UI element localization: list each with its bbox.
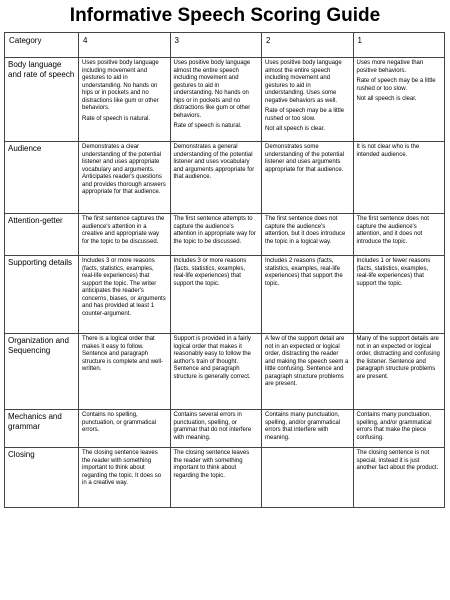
criterion-text: Uses positive body language almost the entire speech including movement and gestures to aid in understanding. No hands on hips or in pockets and no distractions like gum or other behaviors. <box>173 60 251 119</box>
score-2-cell <box>262 58 354 142</box>
score-1-cell <box>353 58 445 142</box>
score-3-cell <box>170 334 262 410</box>
score-3-cell <box>170 256 262 334</box>
score-3-cell <box>170 410 262 448</box>
criterion-text: The closing sentence is not special, instead it is just another fact about the product. <box>356 450 439 471</box>
rubric-row <box>5 448 445 508</box>
score-2-cell <box>262 448 354 508</box>
criterion-text: Includes 1 or fewer reasons (facts, statistics, examples, real-life experiences) that support the topic. <box>356 258 431 287</box>
criterion-text: Demonstrates a general understanding of the potential listener and uses vocabulary and arguments appropriate for that audience. <box>173 144 255 180</box>
header-row <box>5 33 445 58</box>
header-score-2: 2 <box>262 33 354 58</box>
criterion-text: Many of the support details are not in an expected or logical order, distracting and confusing the listener. Sentence and paragraph structure problems are present. <box>356 336 440 380</box>
score-2-cell <box>262 334 354 410</box>
criterion-text: Support is provided in a fairly logical order that makes it reasonably easy to follow the author's train of thought. Sentence and paragraph structure is generally correct. <box>173 336 251 380</box>
header-category: Category <box>5 33 79 58</box>
score-1-cell <box>353 410 445 448</box>
criterion-text: The first sentence does not capture the audience's attention, and it does not introduce the topic. <box>356 216 429 245</box>
criterion-text: The first sentence captures the audience's attention in a creative and appropriate way for the topic to be discussed. <box>82 216 165 245</box>
category-label: Mechanics and grammar <box>5 410 79 448</box>
rubric-body <box>5 58 445 508</box>
score-3-cell <box>170 448 262 508</box>
score-4-cell <box>79 142 171 214</box>
rubric-row <box>5 58 445 142</box>
score-3-cell <box>170 58 262 142</box>
score-2-cell <box>262 142 354 214</box>
category-label: Organization and Sequencing <box>5 334 79 410</box>
score-3-cell <box>170 142 262 214</box>
criterion-text: Contains many punctuation, spelling, and/or grammatical errors that make the piece confusing. <box>356 412 432 441</box>
criterion-text: Uses more negative than positive behaviors. <box>356 60 424 74</box>
score-2-cell <box>262 214 354 256</box>
header-score-3: 3 <box>170 33 262 58</box>
criterion-text: Rate of speech is natural. <box>173 123 242 129</box>
criterion-text: Uses positive body language almost the entire speech including movement and gestures to aid in understanding. Uses some negative behaviors as well. <box>265 60 342 104</box>
criterion-text: Demonstrates some understanding of the potential listener and uses arguments appropriate for that audience. <box>265 144 345 173</box>
criterion-text: Rate of speech may be a little rushed or too slow. <box>356 78 436 92</box>
criterion-text: The first sentence attempts to capture the audience's attention in appropriate way for the topic to be discussed. <box>173 216 256 245</box>
rubric-row <box>5 256 445 334</box>
rubric-row <box>5 334 445 410</box>
score-4-cell <box>79 334 171 410</box>
score-1-cell <box>353 448 445 508</box>
rubric-table <box>4 32 445 508</box>
header-score-1: 1 <box>353 33 445 58</box>
category-label: Supporting details <box>5 256 79 334</box>
score-1-cell <box>353 142 445 214</box>
criterion-text: The closing sentence leaves the reader with something important to think about regarding the topic. It does so in a creative way. <box>82 450 162 486</box>
score-2-cell <box>262 256 354 334</box>
score-4-cell <box>79 410 171 448</box>
score-4-cell <box>79 214 171 256</box>
score-1-cell <box>353 256 445 334</box>
category-label: Closing <box>5 448 79 508</box>
criterion-text: It is not clear who is the intended audience. <box>356 144 420 158</box>
criterion-text: Includes 2 reasons (facts, statistics, examples, real-life experiences) that support the topic. <box>265 258 343 287</box>
rubric-row <box>5 142 445 214</box>
score-2-cell <box>262 410 354 448</box>
criterion-text: A few of the support detail are not in an expected or logical order, distracting the reader and making the speech seem a little confusing. Sentence and paragraph structure problems are present. <box>265 336 349 387</box>
rubric-row <box>5 410 445 448</box>
category-label: Audience <box>5 142 79 214</box>
score-3-cell <box>170 214 262 256</box>
criterion-text: Rate of speech may be a little rushed or too slow. <box>265 108 345 122</box>
criterion-text: The closing sentence leaves the reader with something important to think about regarding the topic. <box>173 450 250 479</box>
score-1-cell <box>353 214 445 256</box>
criterion-text: Includes 3 or more reasons (facts, statistics, examples, real-life experiences) that support the topic. <box>173 258 247 287</box>
header-score-4: 4 <box>79 33 171 58</box>
criterion-text: Contains no spelling, punctuation, or grammatical errors. <box>82 412 157 433</box>
criterion-text: The first sentence does not capture the audience's attention, but it does introduce the topic in a logical way. <box>265 216 346 245</box>
criterion-text: Not all speech is clear. <box>356 96 417 102</box>
criterion-text: Not all speech is clear. <box>265 126 326 132</box>
score-1-cell <box>353 334 445 410</box>
category-label: Attention-getter <box>5 214 79 256</box>
criterion-text: Rate of speech is natural. <box>82 115 151 122</box>
score-4-cell <box>79 256 171 334</box>
rubric-row <box>5 214 445 256</box>
criterion-text: Demonstrates a clear understanding of the potential listener and uses appropriate vocabulary and arguments. Anticipates reader's questions and provides thorough answers appropriate for that audience. <box>82 144 166 195</box>
category-label: Body language and rate of speech <box>5 58 79 142</box>
criterion-text: Uses positive body language including movement and gestures to aid in understanding. No hands on hips or in pockets and no distractions like gum or other behaviors. <box>82 60 159 111</box>
score-4-cell <box>79 448 171 508</box>
criterion-text: Contains many punctuation, spelling, and/or grammatical errors that interfere with meaning. <box>265 412 341 441</box>
criterion-text: Includes 3 or more reasons (facts, statistics, examples, real-life experiences) that support the topic. The writer anticipates the reader's concerns, biases, or arguments and has provided at least 1 counter-argument. <box>82 258 166 317</box>
score-4-cell <box>79 58 171 142</box>
page-title: Informative Speech Scoring Guide <box>69 5 381 26</box>
criterion-text: Contains several errors in punctuation, spelling, or grammar that do not interfere with meaning. <box>173 412 252 441</box>
criterion-text: There is a logical order that makes it easy to follow. Sentence and paragraph structure is complete and well-written. <box>82 336 164 372</box>
